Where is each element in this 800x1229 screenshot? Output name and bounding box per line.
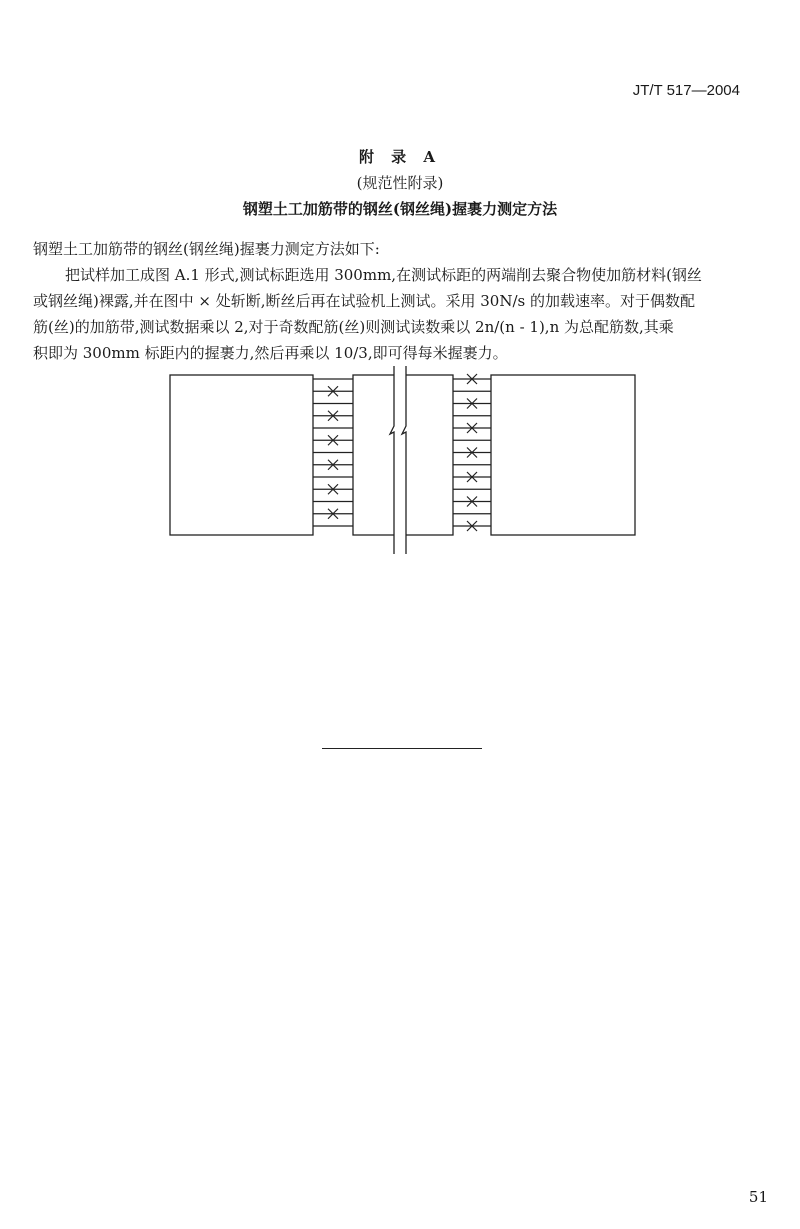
left-grip-block: [170, 375, 313, 535]
body-line: 筋(丝)的加筋带,测试数据乘以 2,对于奇数配筋(丝)则测试读数乘以 2n/(n - 1),n 为总配筋数,其乘: [33, 318, 674, 336]
break-gap: [394, 366, 406, 554]
appendix-heading: 钢塑土工加筋带的钢丝(钢丝绳)握裹力测定方法: [242, 200, 558, 218]
appendix-subtitle: (规范性附录): [356, 174, 444, 192]
body-line: 把试样加工成图 A.1 形式,测试标距选用 300mm,在测试标距的两端削去聚合物使加筋材料(钢丝: [65, 266, 702, 284]
standard-code: JT/T 517—2004: [632, 82, 740, 99]
page-number: 51: [748, 1188, 768, 1206]
appendix-title: 附 录 A: [358, 148, 442, 166]
body-line: 钢塑土工加筋带的钢丝(钢丝绳)握裹力测定方法如下:: [33, 240, 380, 258]
body-line: 积即为 300mm 标距内的握裹力,然后再乘以 10/3,即可得每米握裹力。: [33, 344, 508, 362]
figure-a1: [0, 0, 800, 600]
body-line: 或钢丝绳)裸露,并在图中 × 处斩断,断丝后再在试验机上测试。采用 30N/s 的加载速率。对于偶数配: [33, 292, 695, 310]
right-grip-block: [491, 375, 635, 535]
end-rule: [322, 748, 482, 749]
